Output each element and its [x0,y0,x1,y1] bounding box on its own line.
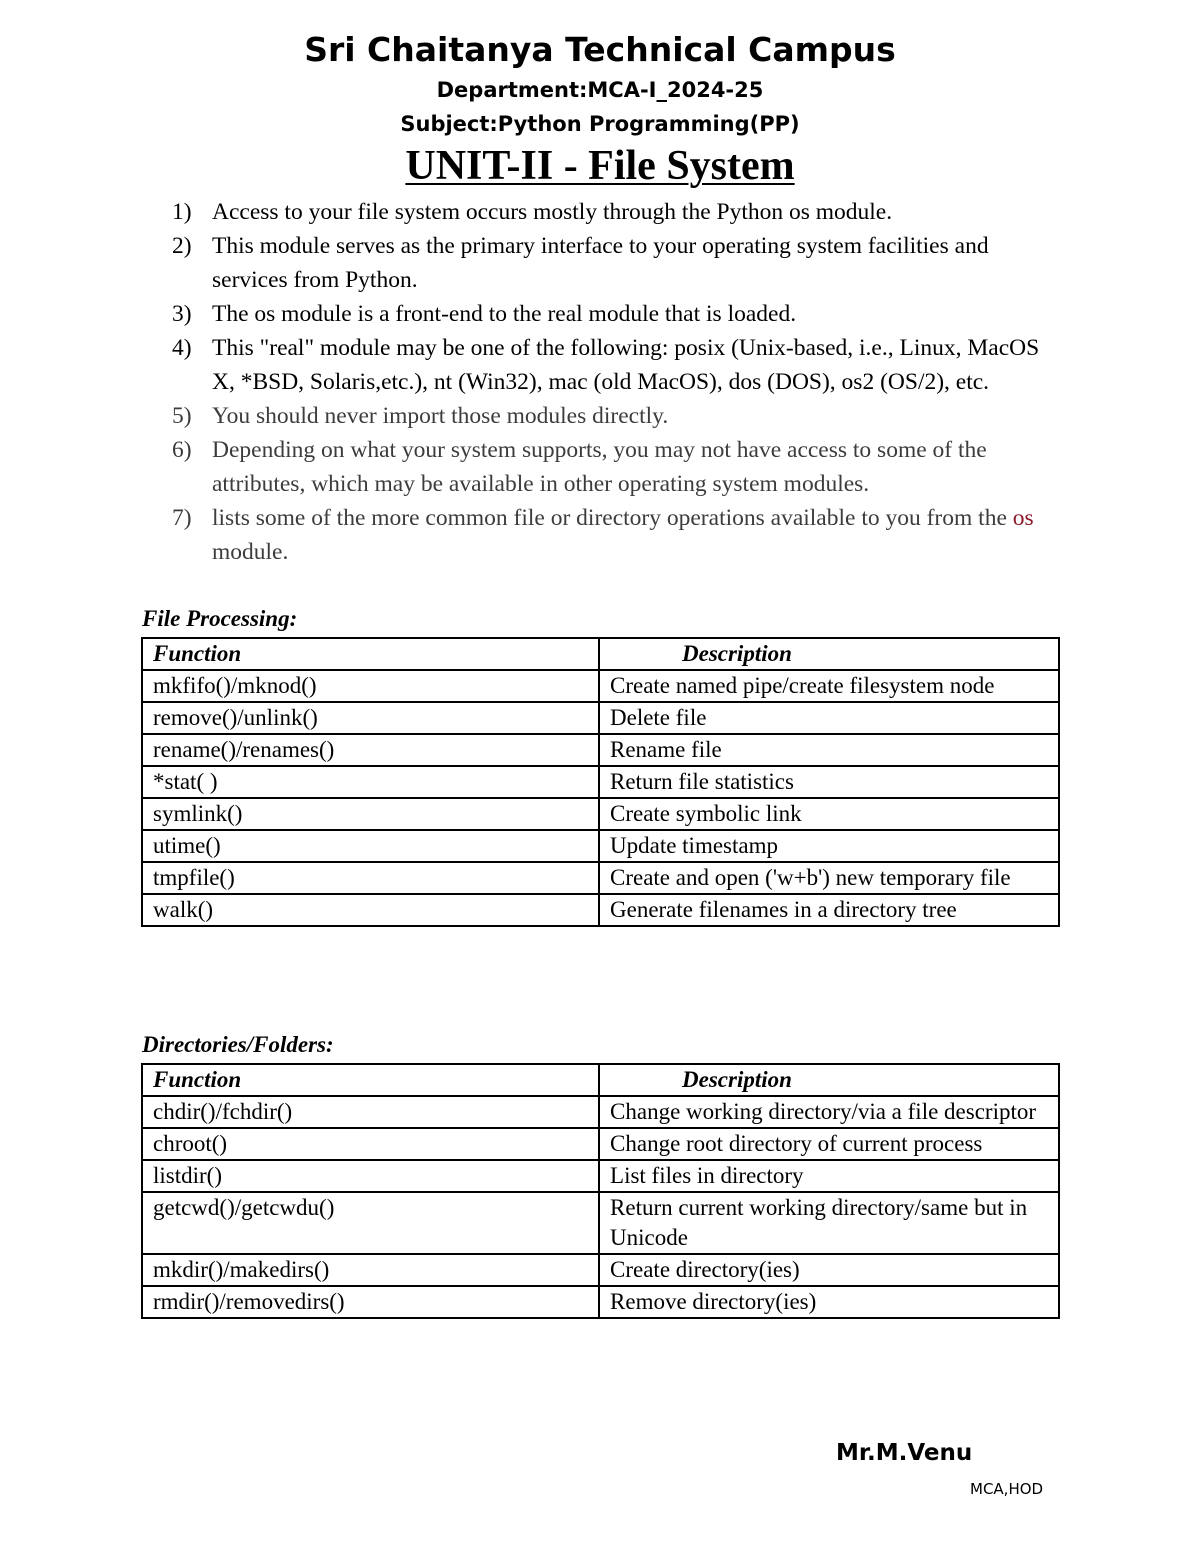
table-row [142,766,1059,798]
table-row [142,1254,1059,1286]
item-number: 3) [172,301,192,327]
directories-title: Directories/Folders: [142,1032,334,1057]
author-name: Mr.M.Venu [836,1440,973,1466]
function-cell: mkfifo()/mknod() [142,670,599,702]
table-row [142,1096,1059,1128]
table-row [142,1192,1059,1254]
function-cell: mkdir()/makedirs() [142,1254,599,1286]
item-text: Access to your file system occurs mostly through the Python os module. [212,199,893,225]
item-text-end: module. [212,539,289,565]
table-header-row [142,1064,1059,1096]
description-cell: Change working directory/via a file descriptor [599,1096,1059,1128]
table-header-row [142,638,1059,670]
table-row [142,1128,1059,1160]
subject-line: Subject:Python Programming(PP) [400,112,800,136]
file-processing-table [141,637,1060,927]
description-cell: Generate filenames in a directory tree [599,894,1059,926]
list-item [172,399,1062,433]
list-item [172,195,1062,229]
function-cell: walk() [142,894,599,926]
campus-title: Sri Chaitanya Technical Campus [304,30,896,69]
description-cell: Create named pipe/create filesystem node [599,670,1059,702]
table-row [142,830,1059,862]
function-cell: chroot() [142,1128,599,1160]
description-cell: Change root directory of current process [599,1128,1059,1160]
list-item [172,501,1062,569]
description-cell: Return file statistics [599,766,1059,798]
department-line: Department:MCA-I_2024-25 [436,78,764,102]
table-row [142,1160,1059,1192]
function-cell: rmdir()/removedirs() [142,1286,599,1318]
item-number: 7) [172,505,192,531]
unit-title-text: UNIT-II - File System [405,143,795,189]
item-number: 2) [172,233,192,259]
table-row [142,734,1059,766]
unit-title [0,142,1200,190]
list-item [172,297,1062,331]
function-cell: remove()/unlink() [142,702,599,734]
description-cell: Rename file [599,734,1059,766]
table-row [142,670,1059,702]
description-cell: Create symbolic link [599,798,1059,830]
list-item [172,433,1062,501]
description-cell: List files in directory [599,1160,1059,1192]
file-processing-title: File Processing: [142,606,298,631]
item-number: 6) [172,437,192,463]
function-cell: chdir()/fchdir() [142,1096,599,1128]
item-text: This module serves as the primary interface to your operating system facilities and services from Python. [212,233,989,293]
function-cell: *stat( ) [142,766,599,798]
description-column-header: Description [599,1064,1059,1096]
list-item [172,229,1062,297]
description-cell: Remove directory(ies) [599,1286,1059,1318]
description-cell: Delete file [599,702,1059,734]
os-code-word: os [1012,505,1034,531]
table-row [142,1286,1059,1318]
item-number: 1) [172,199,192,225]
function-cell: tmpfile() [142,862,599,894]
function-cell: getcwd()/getcwdu() [142,1192,599,1254]
table-row [142,862,1059,894]
function-column-header: Function [142,638,599,670]
description-cell: Update timestamp [599,830,1059,862]
item-number: 5) [172,403,192,429]
description-cell: Create directory(ies) [599,1254,1059,1286]
function-cell: utime() [142,830,599,862]
points-list [172,195,1062,569]
function-cell: rename()/renames() [142,734,599,766]
function-column-header: Function [142,1064,599,1096]
item-number: 4) [172,335,192,361]
description-cell: Return current working directory/same but in Unicode [599,1192,1059,1254]
item-text: The os module is a front-end to the real module that is loaded. [212,301,797,327]
table-row [142,702,1059,734]
function-cell: symlink() [142,798,599,830]
author-role: MCA,HOD [970,1480,1044,1498]
table-row [142,894,1059,926]
list-item [172,331,1062,399]
table-row [142,798,1059,830]
item-text: lists some of the more common file or directory operations available to you from the [212,505,1013,531]
item-text: You should never import those modules directly. [212,403,669,429]
item-text: This "real" module may be one of the following: posix (Unix-based, i.e., Linux, MacOS X, *BSD, Solaris,etc.), nt (Win32), mac (old MacOS), dos (DOS), os2 (OS/2), etc. [212,335,1040,395]
function-cell: listdir() [142,1160,599,1192]
item-text: Depending on what your system supports, you may not have access to some of the attributes, which may be available in other operating system modules. [212,437,987,497]
directories-table [141,1063,1060,1319]
description-cell: Create and open ('w+b') new temporary file [599,862,1059,894]
description-column-header: Description [599,638,1059,670]
